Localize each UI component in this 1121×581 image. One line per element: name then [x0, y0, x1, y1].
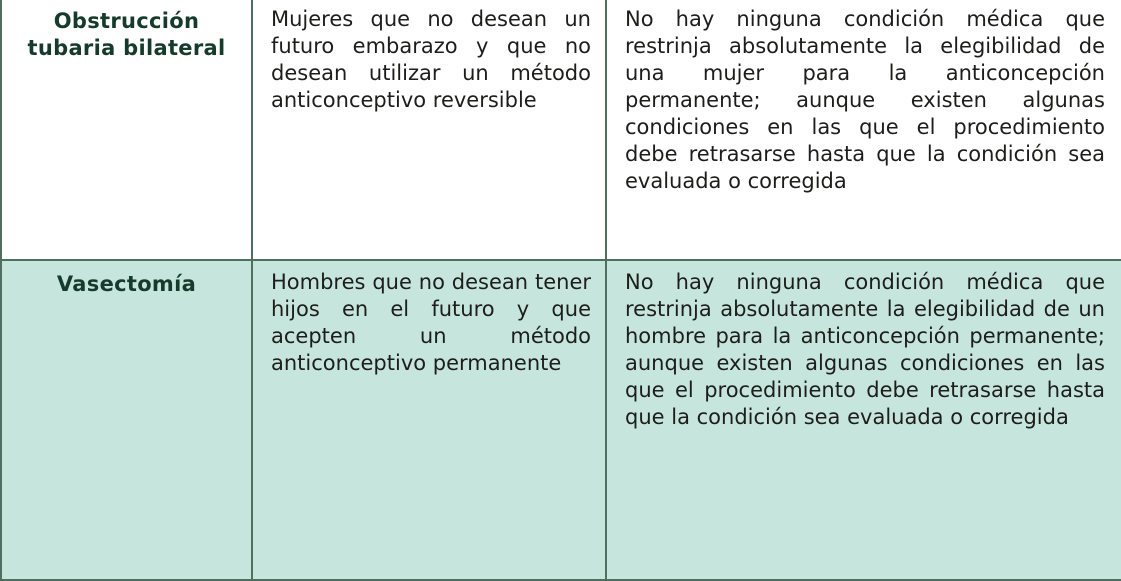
indication-cell: Mujeres que no desean un futuro embarazo y que no desean utilizar un método anticonceptivo reversible [252, 0, 606, 260]
conditions-cell: No hay ninguna condición médica que restrinja absolutamente la elegibilidad de un hombre para la anticoncepción permanente; aunque existen algunas condiciones en las que el procedimiento debe retrasarse hasta que la condición sea evaluada o corregida [606, 260, 1121, 580]
conditions-cell: No hay ninguna condición médica que restrinja absolutamente la elegibilidad de una mujer para la anticoncepción permanente; aunque existen algunas condiciones en las que el procedimiento debe retrasarse hasta que la condición sea evaluada o corregida [606, 0, 1121, 260]
method-cell: Vasectomía [1, 260, 252, 580]
table-row [1, 0, 1121, 260]
method-cell: Obstrucción tubaria bilateral [1, 0, 252, 260]
table-row [1, 260, 1121, 580]
indication-cell: Hombres que no desean tener hijos en el futuro y que acepten un método anticonceptivo permanente [252, 260, 606, 580]
